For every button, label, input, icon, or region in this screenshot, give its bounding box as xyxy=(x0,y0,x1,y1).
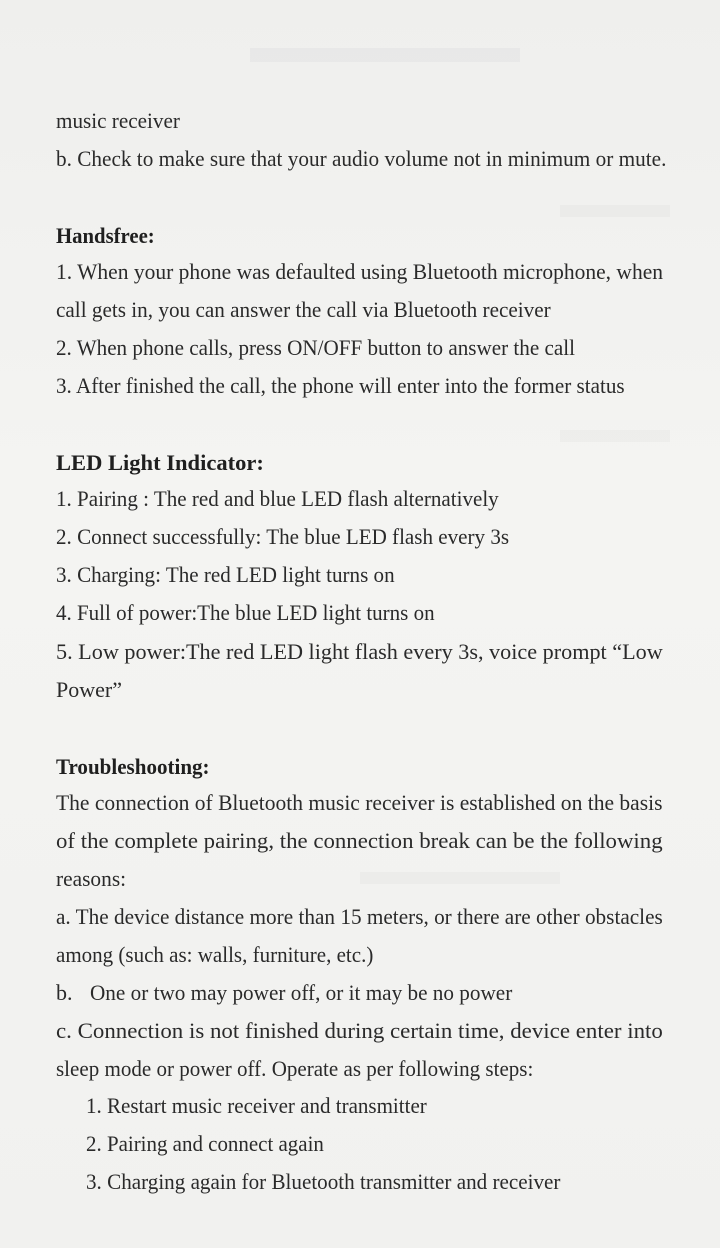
troubleshooting-paragraph-line-3: reasons: xyxy=(56,866,127,891)
handsfree-item-2: 2. When phone calls, press ON/OFF button to answer the call xyxy=(56,335,575,360)
step-2: 2. Pairing and connect again xyxy=(86,1131,324,1156)
bleed-through-mark xyxy=(560,205,670,217)
reason-c-line-1: c. Connection is not finished during certain time, device enter into xyxy=(56,1018,663,1043)
led-item-5-line-1: 5. Low power:The red LED light flash every 3s, voice prompt “Low xyxy=(56,639,663,664)
troubleshooting-heading: Troubleshooting: xyxy=(56,754,210,779)
reason-b-text: One or two may power off, or it may be no power xyxy=(90,980,513,1005)
intro-line-2: b. Check to make sure that your audio volume not in minimum or mute. xyxy=(56,146,667,171)
handsfree-item-1-line-1: 1. When your phone was defaulted using Bluetooth microphone, when xyxy=(56,259,663,284)
troubleshooting-paragraph-line-1: The connection of Bluetooth music receiver is established on the basis xyxy=(56,790,663,815)
reason-b-label: b. xyxy=(56,980,73,1005)
bleed-through-mark xyxy=(250,48,520,62)
bleed-through-mark xyxy=(560,430,670,442)
led-item-5-line-2: Power” xyxy=(56,677,122,702)
step-3: 3. Charging again for Bluetooth transmitter and receiver xyxy=(86,1169,561,1194)
step-1: 1. Restart music receiver and transmitter xyxy=(86,1093,427,1118)
led-item-1: 1. Pairing : The red and blue LED flash alternatively xyxy=(56,486,499,511)
led-item-3: 3. Charging: The red LED light turns on xyxy=(56,562,395,587)
handsfree-item-1-line-2: call gets in, you can answer the call via Bluetooth receiver xyxy=(56,297,551,322)
reason-c-line-2: sleep mode or power off. Operate as per following steps: xyxy=(56,1056,534,1081)
handsfree-heading: Handsfree: xyxy=(56,223,155,248)
reason-a-line-2: among (such as: walls, furniture, etc.) xyxy=(56,942,374,967)
troubleshooting-paragraph-line-2: of the complete pairing, the connection break can be the following xyxy=(56,828,663,853)
led-item-2: 2. Connect successfully: The blue LED flash every 3s xyxy=(56,524,510,549)
led-item-4: 4. Full of power:The blue LED light turns on xyxy=(56,600,435,625)
intro-line-1: music receiver xyxy=(56,108,180,133)
led-heading: LED Light Indicator: xyxy=(56,450,264,475)
reason-a-line-1: a. The device distance more than 15 meters, or there are other obstacles xyxy=(56,904,663,929)
handsfree-item-3: 3. After finished the call, the phone will enter into the former status xyxy=(56,373,625,398)
bleed-through-mark xyxy=(360,872,560,884)
